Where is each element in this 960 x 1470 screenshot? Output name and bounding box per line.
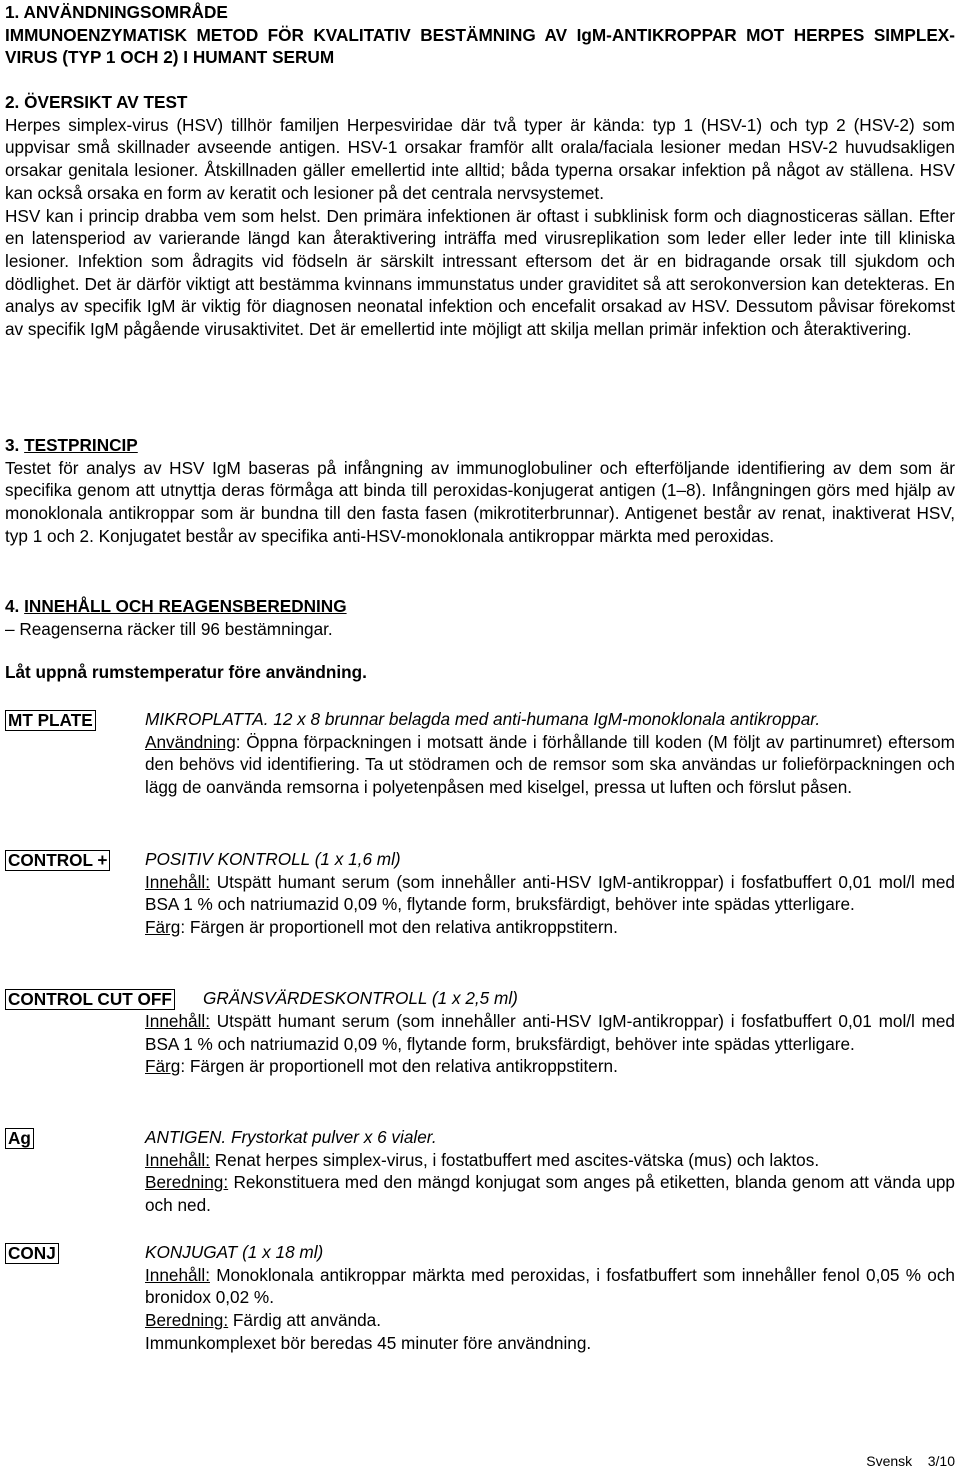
mt-plate-usage <box>145 731 955 799</box>
control-positive-content-label: Innehåll: <box>145 871 210 892</box>
page-footer <box>866 1452 955 1470</box>
section-3-number: 3. <box>5 435 20 455</box>
section-2-title: ÖVERSIKT AV TEST <box>24 92 188 112</box>
conjugate-content-text: Monoklonala antikroppar märkta med peroxidas, i fosfatbuffert som innehåller fenol 0,05 % och bronidox 0,02 %. <box>145 1264 955 1308</box>
control-cut-off-color <box>145 1055 955 1078</box>
control-cut-off-content <box>145 1010 955 1055</box>
control-positive-color-label: Färg <box>145 917 181 938</box>
mt-plate-usage-label: Användning <box>145 731 236 752</box>
section-2-paragraph-1: Herpes simplex-virus (HSV) tillhör familjen Herpesviridae där två typer är kända: typ 1 (HSV-1) och typ 2 (HSV-2) som uppvisar små skillnader avseende antigen. HSV-1 orsakar framför allt orala/faciala lesioner medan HSV-2 huvudsakligen orsakar genitala lesioner. Åtskillnaden gäller emellertid inte alltid; båda typerna orsakar infektion på något av ställena. HSV kan också orsaka en form av keratit och lesioner på det centrala nervsystemet. <box>5 114 955 203</box>
conjugate-preparation <box>145 1309 955 1332</box>
control-positive-label: CONTROL + <box>5 850 110 871</box>
conjugate-description <box>145 1241 955 1355</box>
mt-plate-heading: MIKROPLATTA. 12 x 8 brunnar belagda med anti-humana IgM-monoklonala antikroppar. <box>145 709 821 729</box>
section-1-heading <box>5 1 955 24</box>
section-3-title: TESTPRINCIP <box>24 435 138 455</box>
antigen-heading: ANTIGEN. Frystorkat pulver x 6 vialer. <box>145 1127 437 1147</box>
antigen-content <box>145 1149 955 1172</box>
conjugate-content-label: Innehåll: <box>145 1264 210 1285</box>
control-positive-color <box>145 916 955 939</box>
conjugate-preparation-text: Färdig att använda. <box>228 1310 382 1331</box>
section-1-number: 1. <box>5 2 20 22</box>
conjugate-preparation-label: Beredning: <box>145 1310 229 1331</box>
control-cut-off-content-text: Utspätt humant serum (som innehåller anti-HSV IgM-antikroppar) i fosfatbuffert 0,01 mol/l med BSA 1 % och natriumazid 0,09 %, flytande form, bruksfärdigt, behöver inte spädas ytterligare. <box>145 1011 955 1054</box>
section-1-text: IMMUNOENZYMATISK METOD FÖR KVALITATIV BESTÄMNING AV IgM-ANTIKROPPAR MOT HERPES SIMPLEX-VIRUS (TYP 1 OCH 2) I HUMANT SERUM <box>5 24 955 68</box>
mt-plate-label: MT PLATE <box>5 710 96 731</box>
conjugate-note: Immunkomplexet bör beredas 45 minuter före användning. <box>145 1332 592 1353</box>
item-mt-plate <box>5 708 955 828</box>
section-1 <box>5 1 955 69</box>
conjugate-content <box>145 1264 955 1309</box>
section-2-number: 2. <box>5 92 20 112</box>
footer-page-number: 3/10 <box>927 1453 955 1469</box>
control-cut-off-label: CONTROL CUT OFF <box>5 989 175 1010</box>
control-positive-content-text: Utspätt humant serum (som innehåller anti-HSV IgM-antikroppar) i fosfatbuffert 0,01 mol/l med BSA 1 % och natriumazid 0,09 %, flytande form, bruksfärdigt, behöver inte spädas ytterligare. <box>145 871 955 915</box>
control-positive-description <box>145 848 955 939</box>
section-4-number: 4. <box>5 596 20 616</box>
control-positive-color-text: : Färgen är proportionell mot den relativa antikroppstitern. <box>180 917 618 938</box>
control-cut-off-description <box>145 1010 955 1078</box>
section-4-line: – Reagenserna räcker till 96 bestämningar. <box>5 618 333 639</box>
section-3-heading <box>5 434 955 457</box>
mt-plate-usage-text: : Öppna förpackningen i motsatt ände i förhållande till koden (M följt av partinumret) eftersom den behövs vid identifiering. Ta ut stödramen och de remsor som ska användas ur folieförpackningen och lägg de oanvända remsorna i polyetenpåsen med kiselgel, pressa ut luften och förslut påsen. <box>145 731 955 798</box>
conjugate-heading: KONJUGAT (1 x 18 ml) <box>145 1242 324 1262</box>
control-positive-heading: POSITIV KONTROLL (1 x 1,6 ml) <box>145 849 401 869</box>
section-4 <box>5 595 955 684</box>
conjugate-label: CONJ <box>5 1243 59 1264</box>
item-control-cut-off <box>5 987 955 1107</box>
control-cut-off-color-label: Färg <box>145 1056 181 1077</box>
section-3-paragraph: Testet för analys av HSV IgM baseras på infångning av immunoglobuliner och efterföljande identifiering av dem som är specifika genom att utnyttja deras förmåga att binda till peroxidas-konjugerat antigen (1–8). Infångningen görs med hjälp av monoklonala antikroppar som är bundna till den fasta fasen (mikrotiterbrunnar). Antigenet består av renat, inaktiverat HSV, typ 1 och 2. Konjugatet består av specifika anti-HSV-monoklonala antikroppar märkta med peroxidas. <box>5 457 955 546</box>
section-4-note: Låt uppnå rumstemperatur före användning. <box>5 662 367 683</box>
footer-language: Svensk <box>866 1453 913 1469</box>
section-2-heading <box>5 91 955 114</box>
antigen-preparation <box>145 1171 955 1216</box>
antigen-content-label: Innehåll: <box>145 1149 210 1170</box>
section-3 <box>5 434 955 548</box>
control-cut-off-color-text: : Färgen är proportionell mot den relativa antikroppstitern. <box>180 1056 618 1077</box>
antigen-label: Ag <box>5 1128 34 1149</box>
section-2 <box>5 91 955 341</box>
antigen-description <box>145 1126 955 1217</box>
antigen-preparation-label: Beredning: <box>145 1172 229 1193</box>
antigen-preparation-text: Rekonstituera med den mängd konjugat som anges på etiketten, blanda genom att vända upp och ned. <box>145 1172 955 1216</box>
item-antigen <box>5 1126 955 1226</box>
section-2-paragraph-2: HSV kan i princip drabba vem som helst. Den primära infektionen är oftast i subklinisk form och diagnosticeras sällan. Efter en latensperiod av varierande längd kan återaktivering inträffa med virusreplikation som leder eller leder inte till kliniska lesioner. Infektion som ådragits vid födseln är särskilt intressant eftersom det är en bidragande orsak till sjukdom och dödlighet. Det är därför viktigt att bestämma kvinnans immunstatus under graviditet så att serokonversion kan detekteras. En analys av specifik IgM är viktig för diagnosen neonatal infektion och encefalit orsakad av HSV. Dessutom påvisar förekomst av specifik IgM pågående virusaktivitet. Det är emellertid inte möjligt att skilja mellan primär infektion och återaktivering. <box>5 205 955 340</box>
antigen-content-text: Renat herpes simplex-virus, i fostatbuffert med ascites-vätska (mus) och laktos. <box>209 1149 820 1170</box>
control-cut-off-content-label: Innehåll: <box>145 1011 210 1031</box>
control-positive-content <box>145 871 955 916</box>
section-4-heading <box>5 595 955 618</box>
item-control-positive <box>5 848 955 968</box>
control-cut-off-heading: GRÄNSVÄRDESKONTROLL (1 x 2,5 ml) <box>203 988 518 1008</box>
section-4-title: INNEHÅLL OCH REAGENSBEREDNING <box>24 596 347 616</box>
control-cut-off-heading-wrap <box>203 987 955 1010</box>
section-1-title: ANVÄNDNINGSOMRÅDE <box>23 2 228 22</box>
mt-plate-description <box>145 708 955 799</box>
item-conjugate <box>5 1241 955 1361</box>
